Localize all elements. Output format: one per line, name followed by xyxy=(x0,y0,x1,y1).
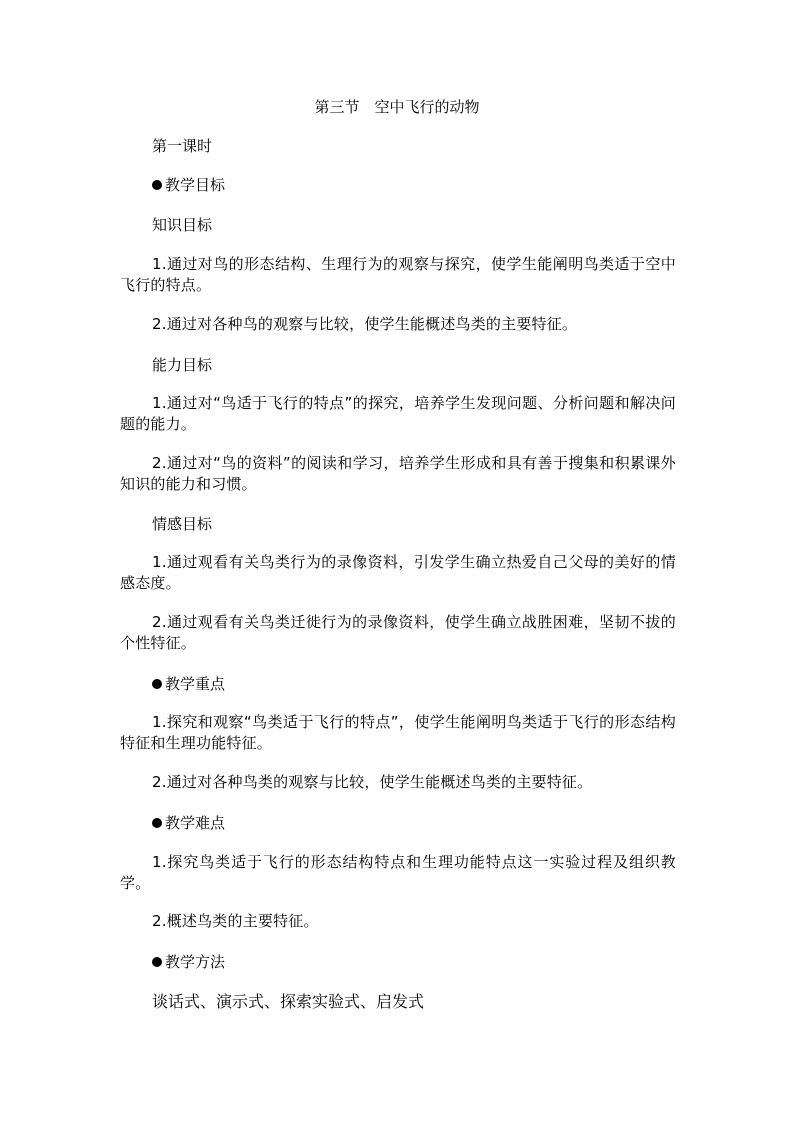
emotion-item-1: 1.通过观看有关鸟类行为的录像资料，引发学生确立热爱自己父母的美好的情感态度。 xyxy=(120,553,676,592)
bullet-icon xyxy=(152,679,162,689)
difficulty-item-2: 2.概述鸟类的主要特征。 xyxy=(152,912,319,930)
emotion-heading: 情感目标 xyxy=(152,515,213,533)
page-title: 第三节 空中飞行的动物 xyxy=(314,98,480,116)
objectives-heading-text: 教学目标 xyxy=(165,176,226,194)
methods-text: 谈话式、演示式、探索实验式、启发式 xyxy=(152,992,425,1011)
lesson-label: 第一课时 xyxy=(152,137,213,155)
knowledge-item-1: 1.通过对鸟的形态结构、生理行为的观察与探究，使学生能阐明鸟类适于空中飞行的特点。 xyxy=(120,255,676,294)
bullet-icon xyxy=(152,957,162,967)
key-points-heading-text: 教学重点 xyxy=(165,675,226,693)
knowledge-heading: 知识目标 xyxy=(152,216,213,234)
ability-item-2: 2.通过对“鸟的资料”的阅读和学习，培养学生形成和具有善于搜集和积累课外知识的能力和习惯。 xyxy=(120,454,676,493)
bullet-icon xyxy=(152,818,162,828)
key-point-item-2: 2.通过对各种鸟类的观察与比较，使学生能概述鸟类的主要特征。 xyxy=(152,773,593,791)
bullet-icon xyxy=(152,180,162,190)
key-point-item-1: 1.探究和观察“鸟类适于飞行的特点”，使学生能阐明鸟类适于飞行的形态结构特征和生理功能特征。 xyxy=(120,713,676,752)
difficulties-heading xyxy=(152,812,225,834)
methods-heading-text: 教学方法 xyxy=(165,953,226,971)
ability-item-1: 1.通过对“鸟适于飞行的特点”的探究，培养学生发现问题、分析问题和解决问题的能力。 xyxy=(120,394,676,433)
ability-heading: 能力目标 xyxy=(152,356,213,374)
methods-heading xyxy=(152,951,225,973)
emotion-item-2: 2.通过观看有关鸟类迁徙行为的录像资料，使学生确立战胜困难，坚韧不拔的个性特征。 xyxy=(120,613,676,652)
difficulties-heading-text: 教学难点 xyxy=(165,814,226,832)
knowledge-item-2: 2.通过对各种鸟的观察与比较，使学生能概述鸟类的主要特征。 xyxy=(152,315,578,333)
objectives-heading xyxy=(152,174,225,196)
difficulty-item-1: 1.探究鸟类适于飞行的形态结构特点和生理功能特点这一实验过程及组织教学。 xyxy=(120,853,676,892)
key-points-heading xyxy=(152,673,225,695)
